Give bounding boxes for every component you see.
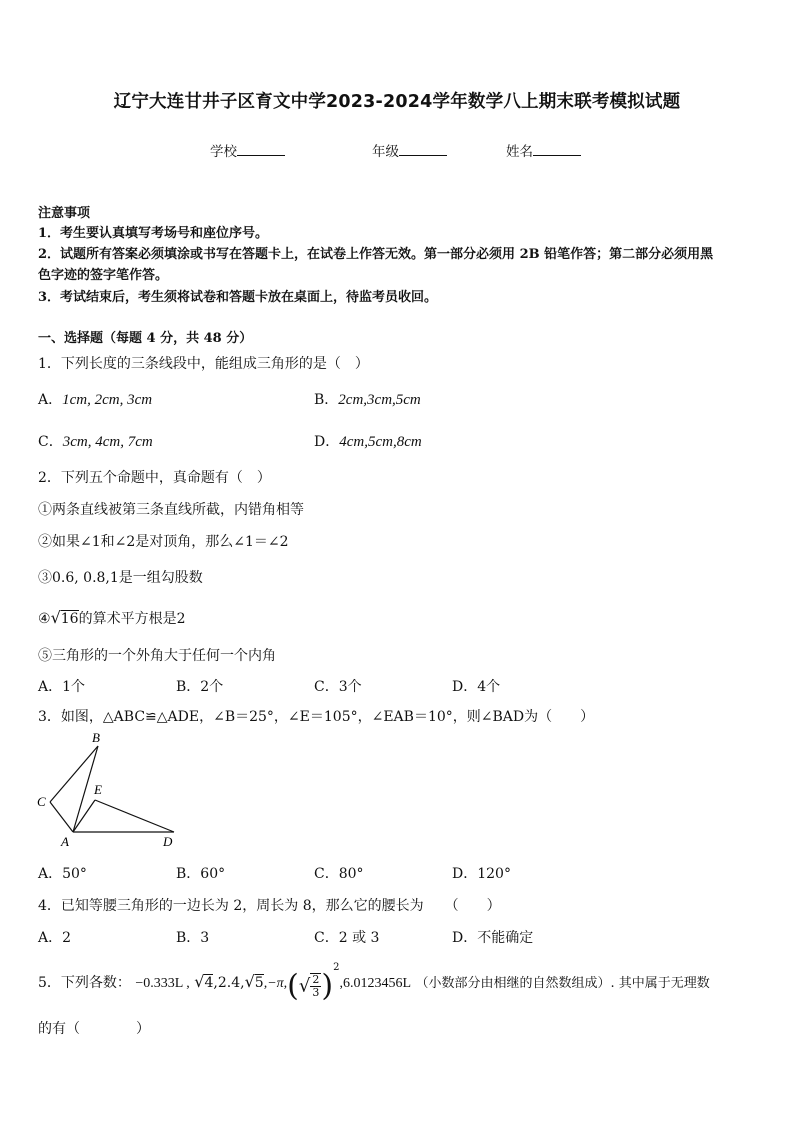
notice-item: 3．考试结束后，考生须将试卷和答题卡放在桌面上，待监考员收回。 (38, 290, 438, 305)
q3-triangle-figure (32, 730, 182, 850)
sqrt-symbol: √ (194, 972, 205, 991)
section-heading: 一、选择题（每题 4 分，共 48 分） (38, 331, 253, 346)
school-label: 学校 (210, 144, 237, 160)
grade-label: 年级 (372, 144, 399, 160)
notice-item: 1．考生要认真填写考场号和座位序号。 (38, 226, 269, 241)
vertex-d-label: D (163, 834, 173, 849)
grade-blank[interactable] (399, 142, 447, 156)
q2-option-b[interactable]: B．2个 (176, 679, 224, 695)
q4-option-d[interactable]: D．不能确定 (452, 930, 534, 946)
q5-stem: 5．下列各数： −0.333L , √4,2.4,√5,−π,(√ $\frac{2}{3}$ )$^2$,6.0123456L （小数部分由相继的自然数组成）. 其中属于无理数 (38, 962, 710, 1004)
q4-option-b[interactable]: B．3 (176, 930, 210, 946)
notice-item: 色字迹的签字笔作答。 (38, 268, 169, 283)
vertex-b-label: B (92, 730, 100, 745)
q2-option-d[interactable]: D．4个 (452, 679, 501, 695)
q2-prop-3: ③0.6, 0.8,1是一组勾股数 (38, 570, 203, 586)
q5-decimal: −0.333L , (135, 976, 190, 991)
vertex-e-label: E (94, 782, 102, 797)
q1-option-d[interactable]: D．4cm,5cm,8cm (314, 434, 422, 450)
name-label: 姓名 (506, 144, 533, 160)
grade-field[interactable] (372, 140, 447, 160)
sqrt-symbol: √ (244, 972, 255, 991)
name-field[interactable] (506, 140, 581, 160)
q2-prop-4: ④√16的算术平方根是2 (38, 608, 186, 627)
q2-option-c[interactable]: C．3个 (314, 679, 362, 695)
school-field[interactable] (210, 140, 285, 160)
q4-option-a[interactable]: A．2 (38, 930, 72, 946)
q2-option-a[interactable]: A．1个 (38, 679, 86, 695)
q4-stem: 4．已知等腰三角形的一边长为 2，周长为 8，那么它的腰长为 （ ） (38, 898, 501, 914)
q5-line2: 的有（ ） (38, 1021, 150, 1037)
q3-option-d[interactable]: D．120° (452, 866, 511, 882)
q4-option-c[interactable]: C．2 或 3 (314, 930, 380, 946)
q3-option-c[interactable]: C．80° (314, 866, 364, 882)
sqrt-radicand: 16 (60, 611, 79, 627)
vertex-c-label: C (37, 794, 46, 809)
paren-expression: (√ $\frac{2}{3}$ )$^2$ (287, 962, 340, 1004)
q3-option-b[interactable]: B．60° (176, 866, 226, 882)
sqrt-symbol: √ (50, 608, 61, 627)
q3-stem: 3．如图，△ABC≌△ADE，∠B＝25°，∠E＝105°，∠EAB＝10°，则∠BAD为（ ） (38, 709, 595, 725)
notice-heading: 注意事项 (38, 206, 91, 221)
q1-stem: 1．下列长度的三条线段中，能组成三角形的是（ ） (38, 356, 369, 372)
q2-prop-2: ②如果∠1和∠2是对顶角，那么∠1＝∠2 (38, 534, 289, 550)
q2-prop-1: ①两条直线被第三条直线所截，内错角相等 (38, 502, 304, 518)
notice-item: 2．试题所有答案必须填涂或书写在答题卡上，在试卷上作答无效。第一部分必须用 2B 铅笔作答；第二部分必须用黑 (38, 247, 714, 262)
q3-option-a[interactable]: A．50° (38, 866, 87, 882)
q2-prop-5: ⑤三角形的一个外角大于任何一个内角 (38, 648, 276, 664)
q2-stem: 2．下列五个命题中，真命题有（ ） (38, 470, 271, 486)
q1-option-a[interactable]: A．1cm, 2cm, 3cm (38, 392, 153, 408)
q1-option-b[interactable]: B．2cm,3cm,5cm (314, 392, 421, 408)
school-blank[interactable] (237, 142, 285, 156)
vertex-a-label: A (61, 834, 69, 849)
page-title: 辽宁大连甘井子区育文中学2023-2024学年数学八上期末联考模拟试题 (113, 92, 681, 112)
q1-option-c[interactable]: C．3cm, 4cm, 7cm (38, 434, 153, 450)
name-blank[interactable] (533, 142, 581, 156)
